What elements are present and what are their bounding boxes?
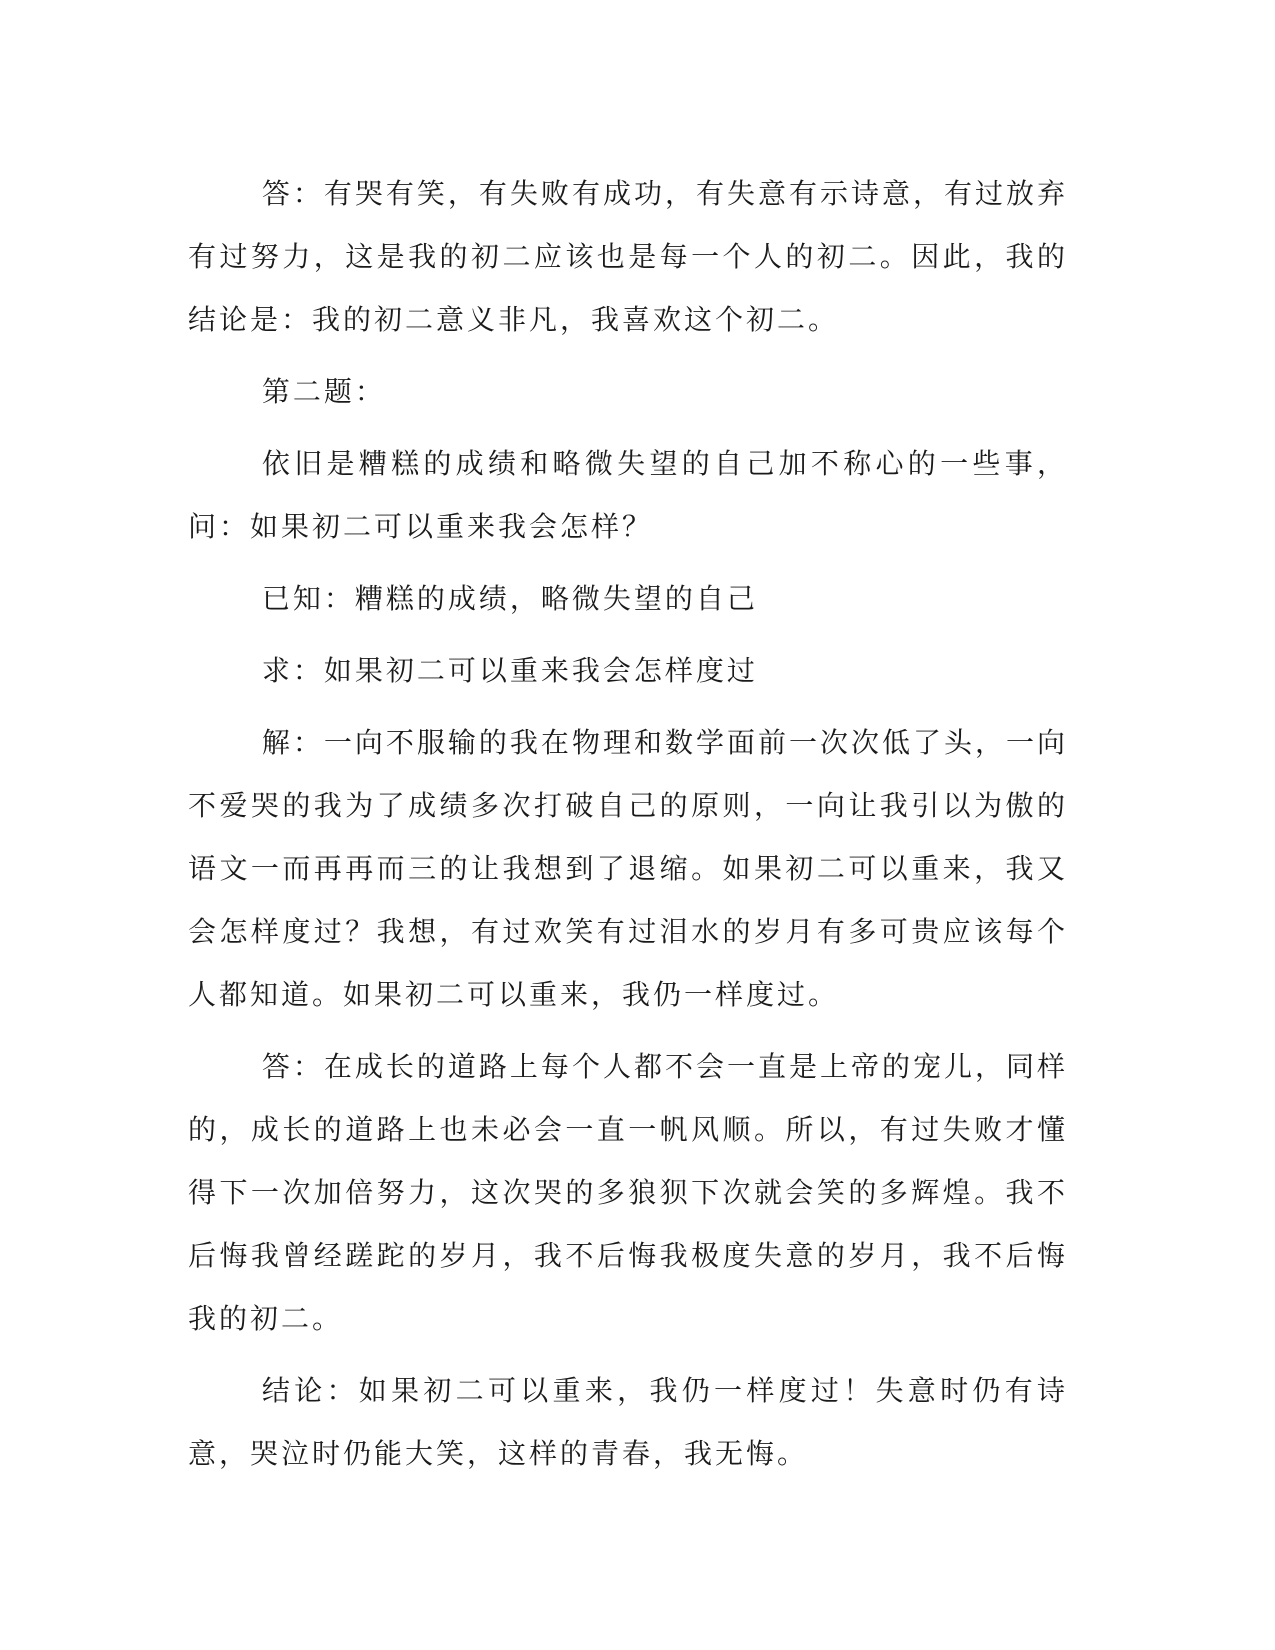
paragraph-answer-two: 答：在成长的道路上每个人都不会一直是上帝的宠儿，同样的，成长的道路上也未必会一直一帆风顺。所以，有过失败才懂得下一次加倍努力，这次哭的多狼狈下次就会笑的多辉煌。我不后悔我曾经蹉跎的岁月，我不后悔我极度失意的岁月，我不后悔我的初二。: [188, 1050, 1068, 1335]
paragraph-find: 求：如果初二可以重来我会怎样度过: [261, 654, 758, 687]
paragraph-question-two-prompt: 依旧是糟糕的成绩和略微失望的自己加不称心的一些事，问：如果初二可以重来我会怎样？: [188, 447, 1068, 543]
paragraph-answer-one: 答：有哭有笑，有失败有成功，有失意有示诗意，有过放弃有过努力，这是我的初二应该也是每一个人的初二。因此，我的结论是：我的初二意义非凡，我喜欢这个初二。: [188, 177, 1068, 336]
paragraph-known: 已知：糟糕的成绩，略微失望的自己: [261, 582, 758, 615]
paragraph-conclusion: 结论：如果初二可以重来，我仍一样度过！失意时仍有诗意，哭泣时仍能大笑，这样的青春，我无悔。: [188, 1374, 1068, 1470]
paragraph-question-two-heading: 第二题：: [261, 375, 386, 408]
paragraph-solution: 解：一向不服输的我在物理和数学面前一次次低了头，一向不爱哭的我为了成绩多次打破自己的原则，一向让我引以为傲的语文一而再再而三的让我想到了退缩。如果初二可以重来，我又会怎样度过？我想，有过欢笑有过泪水的岁月有多可贵应该每个人都知道。如果初二可以重来，我仍一样度过。: [188, 726, 1068, 1011]
document-body: [188, 162, 1068, 1494]
